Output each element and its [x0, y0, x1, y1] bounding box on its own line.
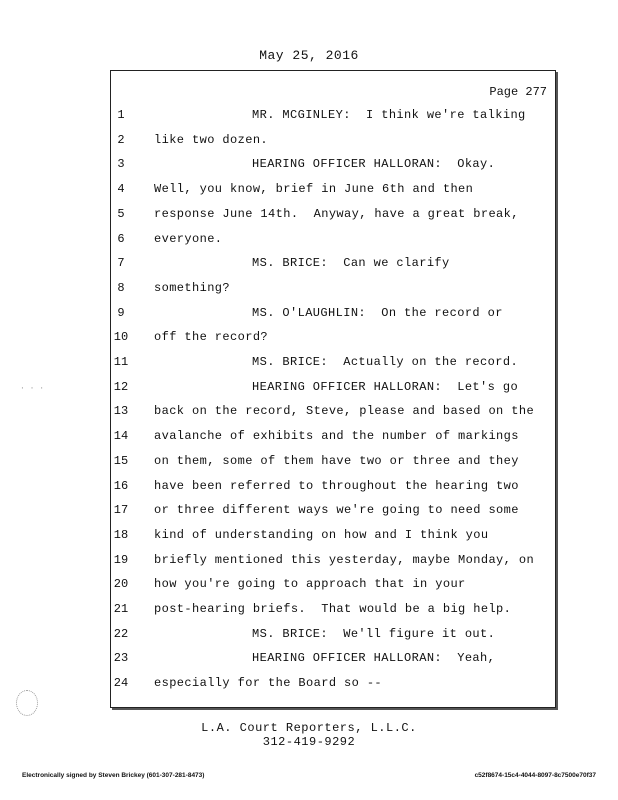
header-date: May 25, 2016: [259, 48, 359, 63]
line-number: 2: [117, 132, 125, 147]
transcript-line: everyone.: [154, 231, 223, 246]
transcript-line: like two dozen.: [154, 132, 269, 147]
scan-artifact: · · ·: [20, 384, 45, 393]
transcript-line: MS. O'LAUGHLIN: On the record or: [252, 305, 503, 320]
line-number: 23: [113, 651, 129, 666]
line-number: 17: [113, 503, 129, 518]
line-number: 9: [117, 305, 125, 320]
line-number: 7: [117, 256, 125, 271]
line-number: 10: [113, 330, 129, 345]
line-number: 22: [113, 626, 129, 641]
transcript-line: MS. BRICE: Can we clarify: [252, 256, 450, 271]
line-number: 13: [113, 404, 129, 419]
line-number: 14: [113, 429, 129, 444]
transcript-line: HEARING OFFICER HALLORAN: Yeah,: [252, 651, 496, 666]
transcript-line: something?: [154, 280, 231, 295]
page-number: Page 277: [489, 85, 547, 99]
transcript-line: back on the record, Steve, please and based on the: [154, 404, 535, 419]
line-number: 6: [117, 231, 125, 246]
line-number: 11: [113, 355, 129, 369]
transcript-line: post-hearing briefs. That would be a big help.: [154, 602, 512, 616]
transcript-line: or three different ways we're going to need some: [154, 503, 519, 518]
line-number: 5: [117, 206, 125, 221]
line-number: 19: [113, 552, 129, 567]
transcript-line: off the record?: [154, 330, 269, 345]
line-number: 4: [117, 182, 125, 197]
line-number: 8: [117, 280, 125, 295]
line-number: 21: [113, 602, 129, 616]
court-reporter-firm: L.A. Court Reporters, L.L.C.: [201, 721, 417, 735]
transcript-line: MR. MCGINLEY: I think we're talking: [252, 108, 526, 122]
court-reporter-phone: 312-419-9292: [262, 735, 356, 749]
transcript-line: MS. BRICE: We'll figure it out.: [252, 626, 496, 641]
line-number: 24: [113, 676, 129, 691]
transcript-line: have been referred to throughout the hearing two: [154, 478, 519, 493]
transcript-line: kind of understanding on how and I think you: [154, 527, 489, 542]
line-number: 1: [117, 108, 125, 122]
electronic-signature: Electronically signed by Steven Brickey (601-307-281-8473): [22, 772, 205, 779]
transcript-line: response June 14th. Anyway, have a great break,: [154, 206, 519, 221]
line-number: 20: [113, 577, 129, 592]
document-hash: c52f8674-15c4-4044-8097-8c7500e70f37: [474, 772, 596, 779]
transcript-line: MS. BRICE: Actually on the record.: [252, 355, 519, 369]
transcript-line: how you're going to approach that in your: [154, 577, 466, 592]
line-number: 12: [113, 379, 129, 394]
transcript-line: HEARING OFFICER HALLORAN: Okay.: [252, 157, 496, 172]
line-number: 3: [117, 157, 125, 172]
line-number: 18: [113, 527, 129, 542]
transcript-line: especially for the Board so --: [154, 676, 383, 691]
transcript-line: Well, you know, brief in June 6th and then: [154, 182, 474, 197]
line-number: 16: [113, 478, 129, 493]
transcript-line: on them, some of them have two or three and they: [154, 453, 519, 468]
line-number: 15: [113, 453, 129, 468]
transcript-line: briefly mentioned this yesterday, maybe Monday, on: [154, 552, 535, 567]
binder-hole-mark: [16, 690, 38, 716]
transcript-line: avalanche of exhibits and the number of markings: [154, 429, 519, 444]
transcript-line: HEARING OFFICER HALLORAN: Let's go: [252, 379, 519, 394]
